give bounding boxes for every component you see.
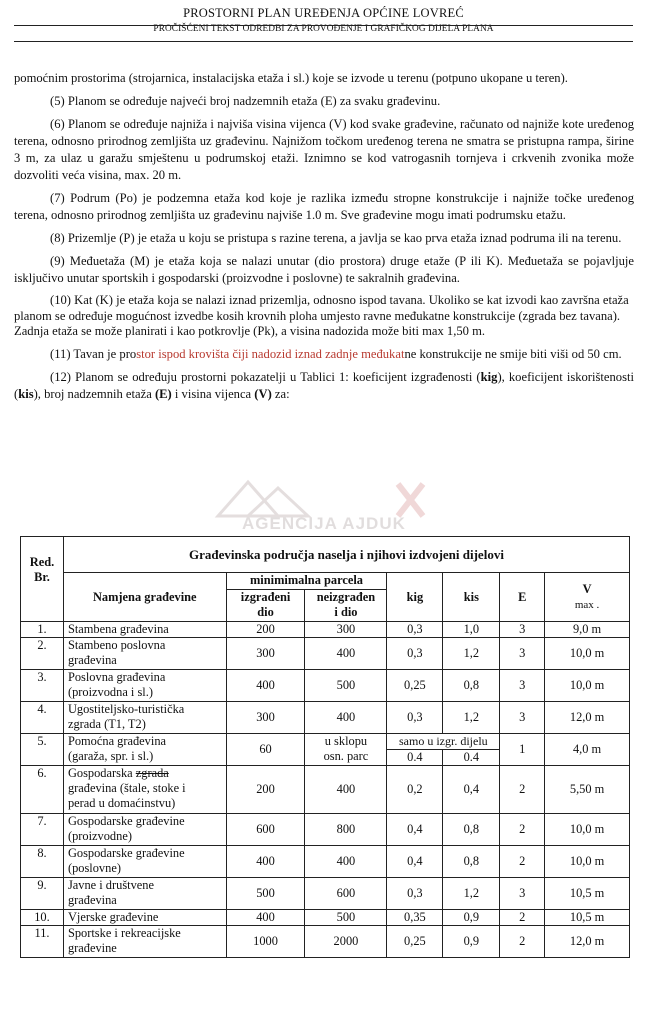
header-e: E xyxy=(500,573,545,622)
paragraph-continued: pomoćnim prostorima (strojarnica, instalacijska etaža i sl.) koje se izvode u terenu (potpuno ukopane u teren). xyxy=(14,71,568,85)
header-neizgraden: neizgrađen i dio xyxy=(305,590,387,622)
document-title: PROSTORNI PLAN UREĐENJA OPĆINE LOVREĆ xyxy=(183,6,464,20)
watermark-logo-icon xyxy=(208,476,470,540)
header-rule-top xyxy=(14,25,633,26)
header-group: Građevinska područja naselja i njihovi izdvojeni dijelovi xyxy=(63,537,629,573)
page-header xyxy=(0,6,647,34)
header-min-parcela: minimimalna parcela xyxy=(226,573,387,590)
table-row: 4. Ugostiteljsko-turistička zgrada (T1, T2) 300 400 0,3 1,2 3 12,0 m xyxy=(21,702,630,734)
document-subtitle: PROČIŠĆENI TEKST ODREDBI ZA PROVOĐENJE I GRAFIČKOG DIJELA PLANA xyxy=(153,24,494,34)
paragraph-8: (8) Prizemlje (P) je etaža u koju se pristupa s razine terena, a javlja se kao prva etaža iznad podruma ili na terenu. xyxy=(50,231,622,245)
table-row: 10. Vjerske građevine 400 500 0,35 0,9 2 10,5 m xyxy=(21,910,630,926)
watermark-text: AGENCIJA AJDUK xyxy=(242,514,406,533)
paragraph-12: (12) Planom se određuju prostorni pokazatelji u Tablici 1: koeficijent izgrađenosti (kig), koeficijent iskorištenosti (kis), broj nadzemnih etaža (E) i visina vijenca (V) za: xyxy=(14,369,634,401)
header-izgradeni: izgrađeni dio xyxy=(226,590,305,622)
table-row: 8. Gospodarske građevine (poslovne) 400 400 0,4 0,8 2 10,0 m xyxy=(21,846,630,878)
body-text xyxy=(14,70,634,403)
table-row: 11. Sportske i rekreacijske građevine 1000 2000 0,25 0,9 2 12,0 m xyxy=(21,926,630,958)
header-red-br: Red. Br. xyxy=(21,537,64,622)
header-namjena: Namjena građevine xyxy=(63,573,226,622)
paragraph-7: (7) Podrum (Po) je podzemna etaža kod koje je razlika između stropne konstrukcije i najniže točke uređenog terena, odnosno prirodnog zemljišta uz građevinu najviše 1.0 m. Sve građevine mogu imati podrumsku etažu. xyxy=(14,191,634,222)
paragraph-6: (6) Planom se određuje najniža i najviša visina vijenca (V) kod svake građevine, računato od najniže kote uređenog terena, odnosno prirodnog zemljišta uz građevinu. Najnižom točkom uređenog terena ne smatra se pristupna rampa, širine 3 m, za ulaz u garažu smještenu u podrumskoj etaži. Iznimno se kod vatrogasnih tornjeva i crkvenih zvonika može dozvoliti veća visina, max. 20 m. xyxy=(14,117,634,182)
table-row: 1. Stambena građevina 200 300 0,3 1,0 3 9,0 m xyxy=(21,622,630,638)
table-row: 7. Gospodarske građevine (proizvodne) 600 800 0,4 0,8 2 10,0 m xyxy=(21,814,630,846)
table-row: 6. Gospodarska zgrada građevina (štale, stoke i perad u domaćinstvu) 200 400 0,2 0,4 2 5,50 m xyxy=(21,766,630,814)
watermark xyxy=(208,476,470,540)
paragraph-11: (11) Tavan je prostor ispod krovišta čiji nadozid iznad zadnje međukatne konstrukcije ne smije biti viši od 50 cm. xyxy=(50,346,622,361)
table-1 xyxy=(20,536,630,958)
table-row: 9. Javne i društvene građevina 500 600 0,3 1,2 3 10,5 m xyxy=(21,878,630,910)
paragraph-10-text: (10) Kat (K) je etaža koja se nalazi iznad prizemlja, odnosno ispod tavana. Ukoliko se kat izvodi kao završna etaža planom se određuje mogućnost izvedbe kosih krovnih ploha umjesto ravne međukatne konstrukcije (zgrada bez tavana). Zadnja etaža se može planirati i kao potkrovlje (Pk), a visina nadozida može biti max 1,50 m. xyxy=(14,293,629,338)
paragraph-5: (5) Planom se određuje najveći broj nadzemnih etaža (E) za svaku građevinu. xyxy=(50,94,441,108)
table-row: 2. Stambeno poslovna građevina 300 400 0,3 1,2 3 10,0 m xyxy=(21,638,630,670)
table-row-sub: 0.4 0.4 xyxy=(21,750,630,766)
header-v: V max . xyxy=(545,573,630,622)
paragraph-10 xyxy=(14,293,634,340)
header-rule-bottom xyxy=(14,41,633,42)
header-kig: kig xyxy=(387,573,443,622)
header-kis: kis xyxy=(443,573,500,622)
table-row: 3. Poslovna građevina (proizvodna i sl.) 400 500 0,25 0,8 3 10,0 m xyxy=(21,670,630,702)
table-row: 5. Pomoćna građevina (garaža, spr. i sl.) 60 u sklopu osn. parc samo u izgr. dijelu 1 4,0 m xyxy=(21,734,630,750)
paragraph-9: (9) Međuetaža (M) je etaža koja se nalazi unutar (dio prostora) druge etaže (P ili K). Međuetaža se pojavljuje isključivo unutar sportskih i gospodarski (proizvodne i poslovne) te sakralnih građevina. xyxy=(14,254,634,285)
